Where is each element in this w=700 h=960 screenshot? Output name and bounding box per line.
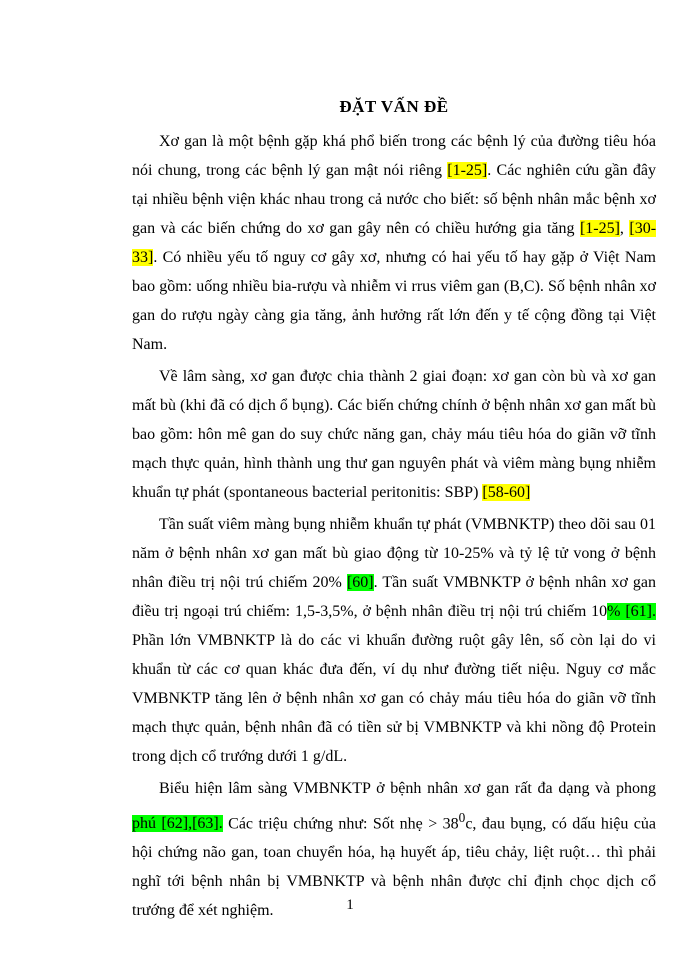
citation-highlight: [30-33]	[132, 220, 657, 266]
paragraph-4-text-b: Các triệu chứng như: Sốt nhẹ > 38	[222, 815, 459, 833]
paragraph-4-text-c: c, đau bụng, có dấu hiệu của hội chứng não gan, toan chuyển hóa, hạ huyết áp, tiêu chảy, liệt ruột… thì phải nghĩ tới bệnh nhân bị VMBNKTP và bệnh nhân được chỉ định chọc dịch cổ trướng để xét nghiệm.	[132, 815, 657, 920]
paragraph-1-text-c: ,	[619, 220, 630, 237]
paragraph-1-text-b: . Các nghiên cứu gần đây tại nhiều bệnh viện khác nhau trong cả nước cho biết: số bệnh nhân mắc bệnh xơ gan và các biến chứng do xơ gan gây nên có chiều hướng gia tăng	[132, 162, 656, 237]
paragraph-1-text-a: Xơ gan là một bệnh gặp khá phổ biến trong các bệnh lý của đường tiêu hóa nói chung, trong các bệnh lý gan mật nói riêng	[132, 133, 656, 179]
citation-highlight-green: [60]	[346, 574, 374, 591]
paragraph-3-text-a: Tần suất viêm màng bụng nhiễm khuẩn tự phát (VMBNKTP) theo dõi sau 01 năm ở bệnh nhân xơ gan mất bù giao động từ 10-25% và tỷ lệ tử vong ở bệnh nhân điều trị nội trú chiếm 20%	[132, 516, 656, 591]
superscript-degree: 0	[458, 810, 466, 825]
paragraph-2	[132, 362, 656, 507]
page-title: ĐẶT VẤN ĐỀ	[339, 97, 449, 116]
paragraph-3-text-b: . Tần suất VMBNKTP ở bệnh nhân xơ gan điều trị ngoại trú chiếm: 1,5-3,5%, ở bệnh nhân điều trị nội trú chiếm 10	[132, 574, 657, 620]
paragraph-4-text-a: Biểu hiện lâm sàng VMBNKTP ở bệnh nhân xơ gan rất đa dạng và phong	[159, 780, 656, 797]
paragraph-3	[132, 510, 656, 771]
document-body	[132, 92, 656, 925]
citation-highlight: [1-25]	[579, 220, 620, 237]
paragraph-2-text-a: Về lâm sàng, xơ gan được chia thành 2 giai đoạn: xơ gan còn bù và xơ gan mất bù (khi đã có dịch ổ bụng). Các biến chứng chính ở bệnh nhân xơ gan mất bù bao gồm: hôn mê gan do suy chức năng gan, chảy máu tiêu hóa do giãn vỡ tĩnh mạch thực quản, hình thành ung thư gan nguyên phát và viêm màng bụng nhiễm khuẩn tự phát (spontaneous bacterial peritonitis: SBP)	[132, 368, 656, 501]
paragraph-1	[132, 127, 656, 359]
citation-highlight-green: phú [62],[63].	[132, 815, 223, 833]
citation-highlight: [1-25]	[447, 162, 488, 179]
citation-highlight-green: % [61].	[607, 603, 657, 620]
paragraph-1-text-d: . Có nhiều yếu tố nguy cơ gây xơ, nhưng có hai yếu tố hay gặp ở Việt Nam bao gồm: uống nhiều bia-rượu và nhiễm vi rrus viêm gan (B,C). Số bệnh nhân xơ gan do rượu ngày càng gia tăng, ảnh hưởng rất lớn đến y tế cộng đồng tại Việt Nam.	[132, 249, 656, 353]
citation-highlight: [58-60]	[482, 484, 531, 501]
page-number: 1	[346, 897, 354, 913]
paragraph-3-text-c: Phần lớn VMBNKTP là do các vi khuẩn đường ruột gây lên, số còn lại do vi khuẩn từ các cơ quan khác đưa đến, ví dụ như đường tiết niệu. Nguy cơ mắc VMBNKTP tăng lên ở bệnh nhân xơ gan có chảy máu tiêu hóa do giãn vỡ tĩnh mạch thực quản, bệnh nhân đã có tiền sử bị VMBNKTP và khi nồng độ Protein trong dịch cổ trướng dưới 1 g/dL.	[132, 632, 656, 765]
